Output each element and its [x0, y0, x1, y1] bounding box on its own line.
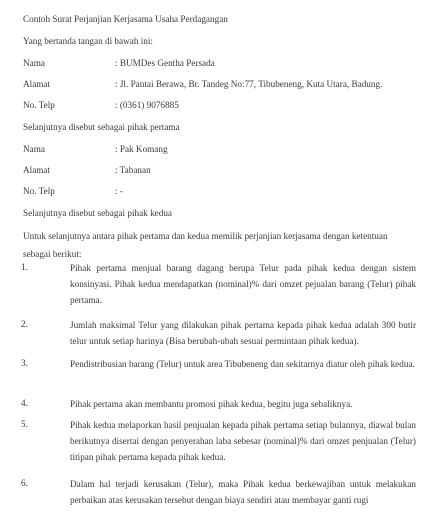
clause-number: 2. — [21, 319, 28, 329]
clause-text: Pihak pertama akan membantu promosi pihak kedua, begitu juga sebaliknya. — [70, 399, 353, 409]
party1-address-label: Alamat — [23, 79, 51, 89]
party1-address-value: : Jl. Pantai Berawa, Br. Tandeg No:77, Tibubeneng, Kuta Utara, Badung. — [115, 79, 383, 89]
clause-number: 6. — [21, 478, 28, 488]
party2-name-label: Nama — [23, 144, 45, 154]
document-title: Contoh Surat Perjanjian Kerjasama Usaha Perdagangan — [23, 14, 228, 24]
party1-phone-value: : (0361) 9076885 — [115, 100, 179, 110]
party1-note: Selanjutnya disebut sebagai pihak pertama — [23, 122, 180, 132]
party1-name-label: Nama — [23, 58, 45, 68]
party2-name-row — [23, 144, 423, 156]
party1-name-row — [23, 58, 423, 70]
clause-number: 4. — [21, 398, 28, 408]
agreement-intro: Untuk selanjutnya antara pihak pertama dan kedua memilik perjanjian kerjasama dengan ketentuan sebagai berikut: — [23, 231, 388, 259]
clause-number: 3. — [21, 358, 28, 368]
clause-text: Pendistribusian barang (Telur) untuk area Tibubeneng dan sekitarnya diatur oleh pihak kedua. — [70, 359, 415, 369]
clause-text: Jumlah maksimal Telur yang dilakukan pihak pertama kepada pihak kedua adalah 300 butir telur untuk setiap harinya (Bisa berubah-ubah sesuai permintaan pihak kedua). — [70, 320, 416, 347]
party2-phone-value: : - — [115, 186, 123, 196]
party1-phone-label: No. Telp — [23, 100, 55, 110]
clause-number: 5. — [21, 419, 28, 429]
party2-address-value: : Tabanan — [115, 165, 151, 175]
party2-note: Selanjutnya disebut sebagai pihak kedua — [23, 208, 173, 218]
party2-phone-row — [23, 186, 423, 198]
clause-number: 1. — [21, 262, 28, 272]
party2-name-value: : Pak Komang — [115, 144, 168, 154]
party2-address-label: Alamat — [23, 165, 51, 175]
party1-phone-row — [23, 100, 423, 112]
party2-address-row — [23, 165, 423, 177]
clause-text: Dalam hal terjadi kerusakan (Telur), maka Pihak kedua berkewajiban untuk melakukan perbaikan atas kerusakan tersebut dengan biaya sendiri atau membayar ganti rugi — [70, 479, 416, 506]
party2-phone-label: No. Telp — [23, 186, 55, 196]
party1-address-row — [23, 79, 423, 91]
party1-name-value: : BUMDes Gentha Persada — [115, 58, 215, 68]
clause-text: Pihak pertama menjual barang dagang berupa Telur pada pihak kedua dengan sistem konsinyasi. Pihak kedua mendapatkan (nominal)% dari omzet pejualan barang (Telur) pihak pertama. — [70, 263, 416, 306]
clause-text: Pihak kedua melaporkan hasil penjualan kepada pihak pertama setiap bulannya, diawal bulan berikutnya disertai dengan penyerahan laba sebesar (nominal)% dari omzet penjualan (Telur) titipan pihak pertama kepada pihak kedua. — [70, 420, 416, 463]
intro-text: Yang bertanda tangan di bawah ini: — [23, 36, 153, 46]
